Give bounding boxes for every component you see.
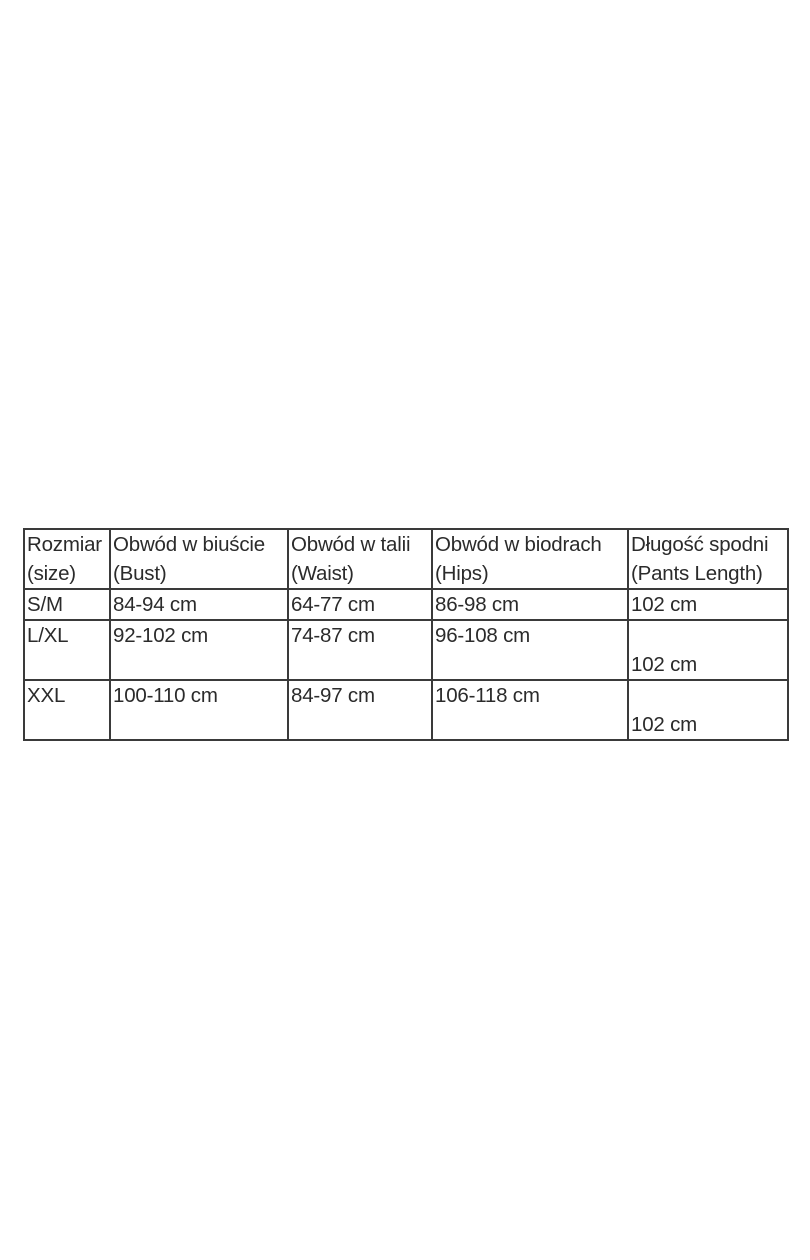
header-size: [24, 529, 110, 589]
cell-bust: 100-110 cm: [110, 680, 288, 740]
header-label: Obwód w talii: [291, 533, 411, 556]
cell-pants-length: 102 cm: [628, 589, 788, 620]
cell-size: S/M: [24, 589, 110, 620]
cell-pants-length: 102 cm: [628, 680, 788, 740]
header-waist: [288, 529, 432, 589]
header-sublabel: (Bust): [113, 562, 167, 585]
header-bust: [110, 529, 288, 589]
cell-waist: 64-77 cm: [288, 589, 432, 620]
cell-waist: 84-97 cm: [288, 680, 432, 740]
header-sublabel: (Pants Length): [631, 562, 763, 585]
cell-size: L/XL: [24, 620, 110, 680]
header-label: Obwód w biuście: [113, 533, 265, 556]
cell-bust: 84-94 cm: [110, 589, 288, 620]
size-chart-table: [23, 528, 789, 741]
header-hips: [432, 529, 628, 589]
header-sublabel: (Hips): [435, 562, 489, 585]
table-row: [24, 589, 788, 620]
header-sublabel: (size): [27, 562, 76, 585]
cell-waist: 74-87 cm: [288, 620, 432, 680]
cell-hips: 106-118 cm: [432, 680, 628, 740]
cell-pants-length: 102 cm: [628, 620, 788, 680]
cell-hips: 86-98 cm: [432, 589, 628, 620]
header-label: Długość spodni: [631, 533, 769, 556]
header-label: Rozmiar: [27, 533, 102, 556]
table-header-row: [24, 529, 788, 589]
header-label: Obwód w biodrach: [435, 533, 602, 556]
header-pants-length: [628, 529, 788, 589]
cell-size: XXL: [24, 680, 110, 740]
header-sublabel: (Waist): [291, 562, 354, 585]
table-row: [24, 620, 788, 680]
cell-hips: 96-108 cm: [432, 620, 628, 680]
table-row: [24, 680, 788, 740]
cell-bust: 92-102 cm: [110, 620, 288, 680]
